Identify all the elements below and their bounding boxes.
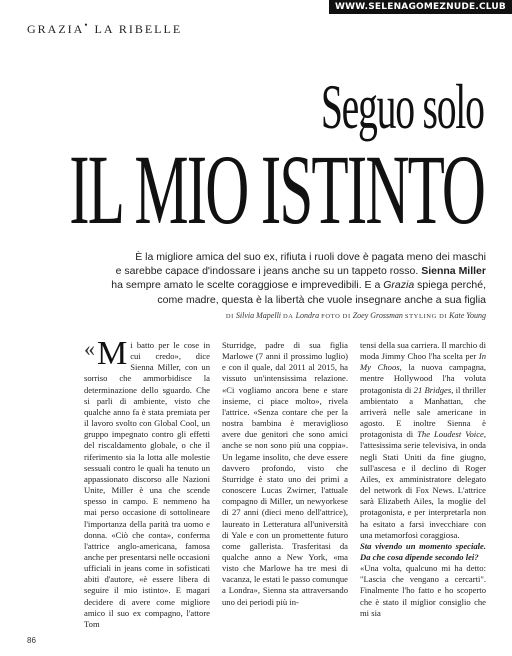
article-body — [84, 335, 486, 629]
headline-line-1: Seguo solo — [321, 71, 484, 142]
credit-foto-di: FOTO DI — [321, 313, 351, 320]
credit-di: DI — [225, 313, 234, 320]
standfirst-magazine: Grazia — [383, 279, 415, 292]
standfirst-name: Sienna Miller — [421, 265, 486, 278]
credit-styling-di: STYLING DI — [404, 313, 448, 320]
interview-question: Sta vivendo un momento speciale. Da che cosa dipende secondo lei? — [360, 540, 486, 562]
open-quote: « — [84, 336, 95, 361]
credit-writer: Silvia Mapelli — [235, 311, 282, 320]
column-1-text: i batto per le cose in cui credo», dice Sienna Miller, con un sorriso che ammorbidisce la determinazione dello sguardo. Che si parli di ambiente, visto che qualche anno fa è stata premiata per il lavoro svolto con Global Cool, un gruppo impegnato contro gli effetti del riscaldamento globale, o che il riferimento sia la lotta alle molestie sessuali contro le quali ha tenuto un appassionato discorso alle Nazioni Unite, Miller è una che scende spesso in campo. E nemmeno ha mai perso occasione di sottolineare l'importanza della parità tra uomo e donna. «Ciò che conta», conferma l'attrice anglo-americana, famosa anche per presentarsi nelle occasioni ufficiali in jeans come in sofisticati abiti d'autore, «è essere libera di seguire il mio istinto». E magari decidere di avere come migliore amico il suo ex compagno, l'attore Tom — [84, 340, 210, 629]
credit-photographer: Zoey Grossman — [352, 311, 403, 320]
title-21-bridges: 21 Bridges — [413, 384, 452, 395]
column-3-text-c: , il thriller ambientato a Manhattan, che arriverà nelle sale americane in agosto. E inoltre Sienna è protagonista di — [360, 384, 486, 440]
credit-city: Londra — [295, 311, 320, 320]
credit-stylist: Kate Young — [449, 311, 486, 320]
column-2-text: Sturridge, padre di sua figlia Marlowe (7 anni il prossimo luglio) e con il quale, dal 2011 al 2015, ha vissuto un'intensissima relazione. «Ci vogliamo ancora bene e stare insieme, ci piace molto», rivela l'attrice. «Senza contare che per la nostra bambina è meraviglioso avere due genitori che sono amici anche se non sono più una coppia». Un legame insolito, che deve essere davvero profondo, visto che Sturridge è stato uno dei primi a conoscere Lucas Zwirner, l'attuale compagno di Miller, un newyorkese di 27 anni (dieci meno dell'attrice), laureato in Letteratura all'università di Yale e con un promettente futuro come gallerista. Trasferitasi da qualche anno a New York, «ma visto che Marlowe ha tre mesi di vacanza, le estati le passo comunque a Londra», Sienna sta attraversando uno dei periodi più in- — [222, 340, 348, 607]
header-dot: • — [84, 20, 90, 30]
title-in-my-choos: In My Choos — [360, 351, 486, 373]
interview-answer: «Una volta, qualcuno mi ha detto: "Lascia che vengano a cercarti". Finalmente l'ho fatto e ho scoperto che è stato il miglior consiglio che mi sia — [360, 563, 486, 618]
standfirst — [46, 250, 486, 307]
watermark: WWW.SELENAGOMEZNUDE.CLUB — [329, 0, 512, 14]
byline-credits — [46, 311, 486, 320]
article-column-3 — [360, 340, 486, 620]
standfirst-line-1: È la migliore amica del suo ex, rifiuta i ruoli dove è pagata meno dei maschi — [135, 251, 486, 263]
standfirst-line-3b: spiega perché, — [417, 279, 486, 292]
column-3-text-a: tensi della sua carriera. Il marchio di moda Jimmy Choo l'ha scelta per — [360, 340, 486, 362]
column-3-text-d: , l'attesissima serie televisiva, in onda negli Stati Uniti da fine giugno, sull'ascesa e il declino di Roger Ailes, ex amministratore delegato del network di Fox News. L'attrice sarà Elizabeth Ailes, la moglie del protagonista, e per interpretarla non ha esitato a farsi invecchiare con una metamorfosi coraggiosa. — [360, 429, 486, 540]
drop-cap: M — [97, 335, 128, 372]
magazine-header — [27, 20, 182, 37]
section-name: LA RIBELLE — [94, 22, 183, 36]
magazine-name: GRAZIA — [27, 22, 85, 36]
headline-line-2: IL MIO ISTINTO — [69, 134, 484, 245]
column-3-text-b: , la nuova campagna, mentre Hollywood l'ha voluta protagonista di — [360, 362, 486, 395]
article-column-1 — [84, 335, 210, 629]
standfirst-line-4: come madre, questa è la libertà che vuole insegnare anche a sua figlia — [157, 293, 486, 306]
credit-da: DA — [283, 313, 294, 320]
article-column-2 — [222, 340, 348, 620]
standfirst-line-2: e sarebbe capace d'indossare i jeans anche su un tappeto rosso. — [115, 265, 419, 278]
standfirst-line-3: ha sempre amato le scelte coraggiose e imprevedibili. E a — [111, 279, 381, 292]
page-number: 86 — [27, 636, 36, 645]
title-the-loudest-voice: The Loudest Voice — [417, 429, 484, 440]
